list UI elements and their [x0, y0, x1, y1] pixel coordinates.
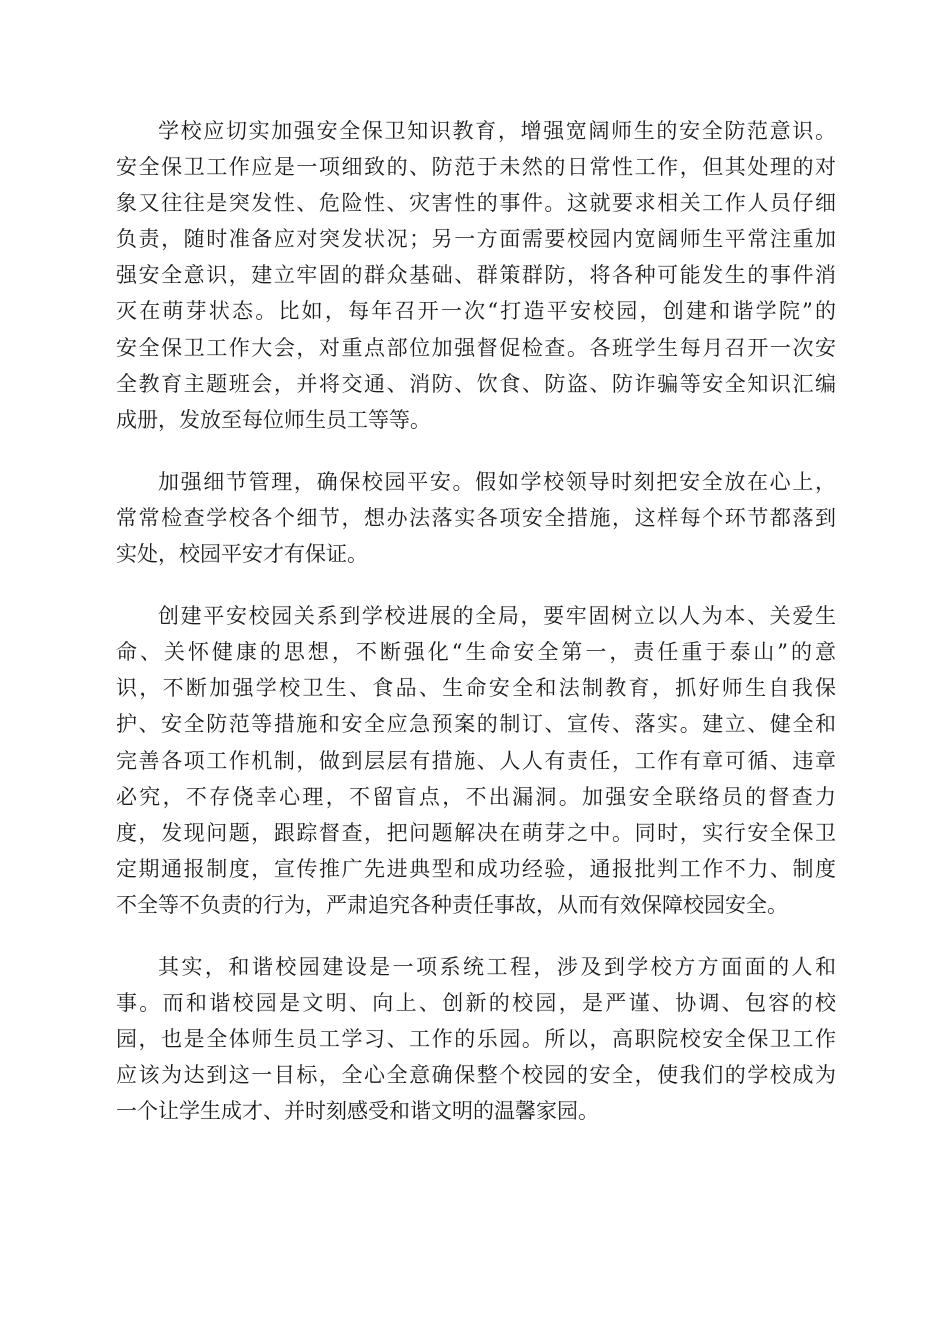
paragraph-line: 定期通报制度，宣传推广先进典型和成功经验，通报批判工作不力、制度 [116, 856, 836, 881]
paragraph-line: 安全保卫工作应是一项细致的、防范于未然的日常性工作，但其处理的对 [116, 155, 836, 180]
paragraph-2 [116, 464, 836, 572]
paragraph-line: 护、安全防范等措施和安全应急预案的制订、宣传、落实。建立、健全和 [116, 712, 836, 737]
paragraph-line: 安全保卫工作大会，对重点部位加强督促检查。各班学生每月召开一次安 [116, 335, 836, 360]
document-body [116, 113, 836, 1155]
paragraph-line: 创建平安校园关系到学校进展的全局，要牢固树立以人为本、关爱生 [158, 604, 836, 629]
paragraph-line: 必究，不存侥幸心理，不留盲点，不出漏洞。加强安全联络员的督查力 [116, 784, 836, 809]
paragraph-line: 完善各项工作机制，做到层层有措施、人人有责任，工作有章可循、违章 [116, 748, 836, 773]
paragraph-line: 一个让学生成才、并时刻感受和谐文明的温馨家园。 [116, 1099, 599, 1124]
paragraph-line: 命、关怀健康的思想，不断强化“生命安全第一，责任重于泰山”的意 [116, 640, 836, 665]
paragraph-line: 象又往往是突发性、危险性、灾害性的事件。这就要求相关工作人员仔细 [116, 191, 836, 216]
paragraph-line: 应该为达到这一目标，全心全意确保整个校园的安全，使我们的学校成为 [116, 1063, 836, 1088]
paragraph-line: 全教育主题班会，并将交通、消防、饮食、防盗、防诈骗等安全知识汇编 [116, 371, 836, 396]
paragraph-4 [116, 949, 836, 1129]
paragraph-line: 学校应切实加强安全保卫知识教育，增强宽阔师生的安全防范意识。 [158, 119, 836, 143]
paragraph-line: 成册，发放至每位师生员工等等。 [116, 407, 431, 432]
paragraph-line: 实处，校园平安才有保证。 [116, 542, 368, 567]
paragraph-line: 加强细节管理，确保校园平安。假如学校领导时刻把安全放在心上， [158, 469, 836, 494]
paragraph-line: 其实，和谐校园建设是一项系统工程，涉及到学校方方面面的人和 [158, 954, 836, 979]
paragraph-line: 度，发现问题，跟踪督查，把问题解决在萌芽之中。同时，实行安全保卫 [116, 820, 836, 845]
paragraph-line: 事。而和谐校园是文明、向上、创新的校园，是严谨、协调、包容的校 [116, 991, 836, 1016]
paragraph-line: 强安全意识，建立牢固的群众基础、群策群防，将各种可能发生的事件消 [116, 263, 836, 288]
paragraph-line: 识，不断加强学校卫生、食品、生命安全和法制教育，抓好师生自我保 [116, 676, 836, 701]
paragraph-line: 负责，随时准备应对突发状况；另一方面需要校园内宽阔师生平常注重加 [116, 227, 836, 252]
paragraph-1 [116, 113, 836, 438]
paragraph-line: 常常检查学校各个细节，想办法落实各项安全措施，这样每个环节都落到 [116, 505, 836, 530]
paragraph-line: 园，也是全体师生员工学习、工作的乐园。所以，高职院校安全保卫工作 [116, 1027, 836, 1052]
paragraph-line: 灭在萌芽状态。比如，每年召开一次“打造平安校园，创建和谐学院”的 [116, 299, 836, 324]
paragraph-3 [116, 598, 836, 923]
paragraph-line: 不全等不负责的行为，严肃追究各种责任事故，从而有效保障校园安全。 [116, 892, 788, 917]
